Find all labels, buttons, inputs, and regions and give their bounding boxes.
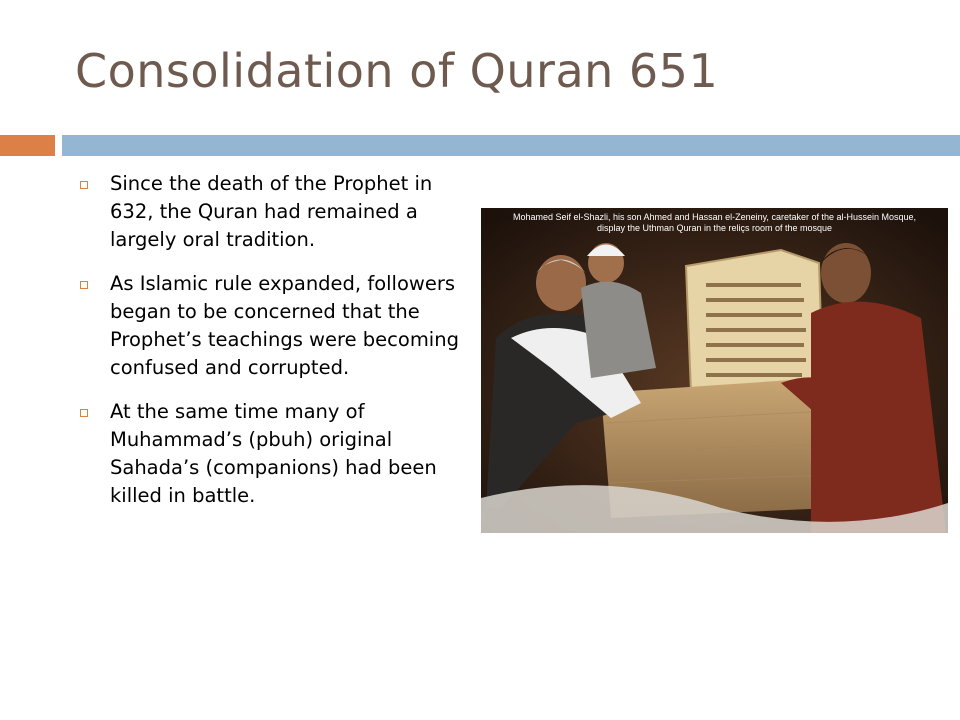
bullet-item (78, 170, 468, 254)
square-bullet-icon (80, 409, 88, 417)
quran-photo (481, 208, 948, 533)
photo-caption (481, 212, 948, 234)
bullet-text: As Islamic rule expanded, followers began to be concerned that the Prophet’s teachings were becoming confused and corrupted. (110, 272, 459, 379)
photo-caption-line-1: Mohamed Seif el-Shazli, his son Ahmed and Hassan el-Zeneiny, caretaker of the al-Hussein Mosque, (512, 212, 917, 222)
accent-bar-orange (0, 135, 55, 156)
bullet-text: Since the death of the Prophet in 632, the Quran had remained a largely oral tradition. (110, 172, 433, 251)
photo-caption-line-2: display the Uthman Quran in the reliçs room of the mosque (596, 223, 833, 233)
square-bullet-icon (80, 181, 88, 189)
accent-bar-blue (62, 135, 960, 156)
bullet-text: At the same time many of Muhammad’s (pbuh) original Sahada’s (companions) had been killed in battle. (110, 400, 437, 507)
photo-illustration (481, 208, 948, 533)
bullet-item (78, 398, 468, 510)
slide-title: Consolidation of Quran 651 (75, 44, 719, 98)
bullet-list (78, 170, 468, 526)
bullet-item (78, 270, 468, 382)
square-bullet-icon (80, 281, 88, 289)
